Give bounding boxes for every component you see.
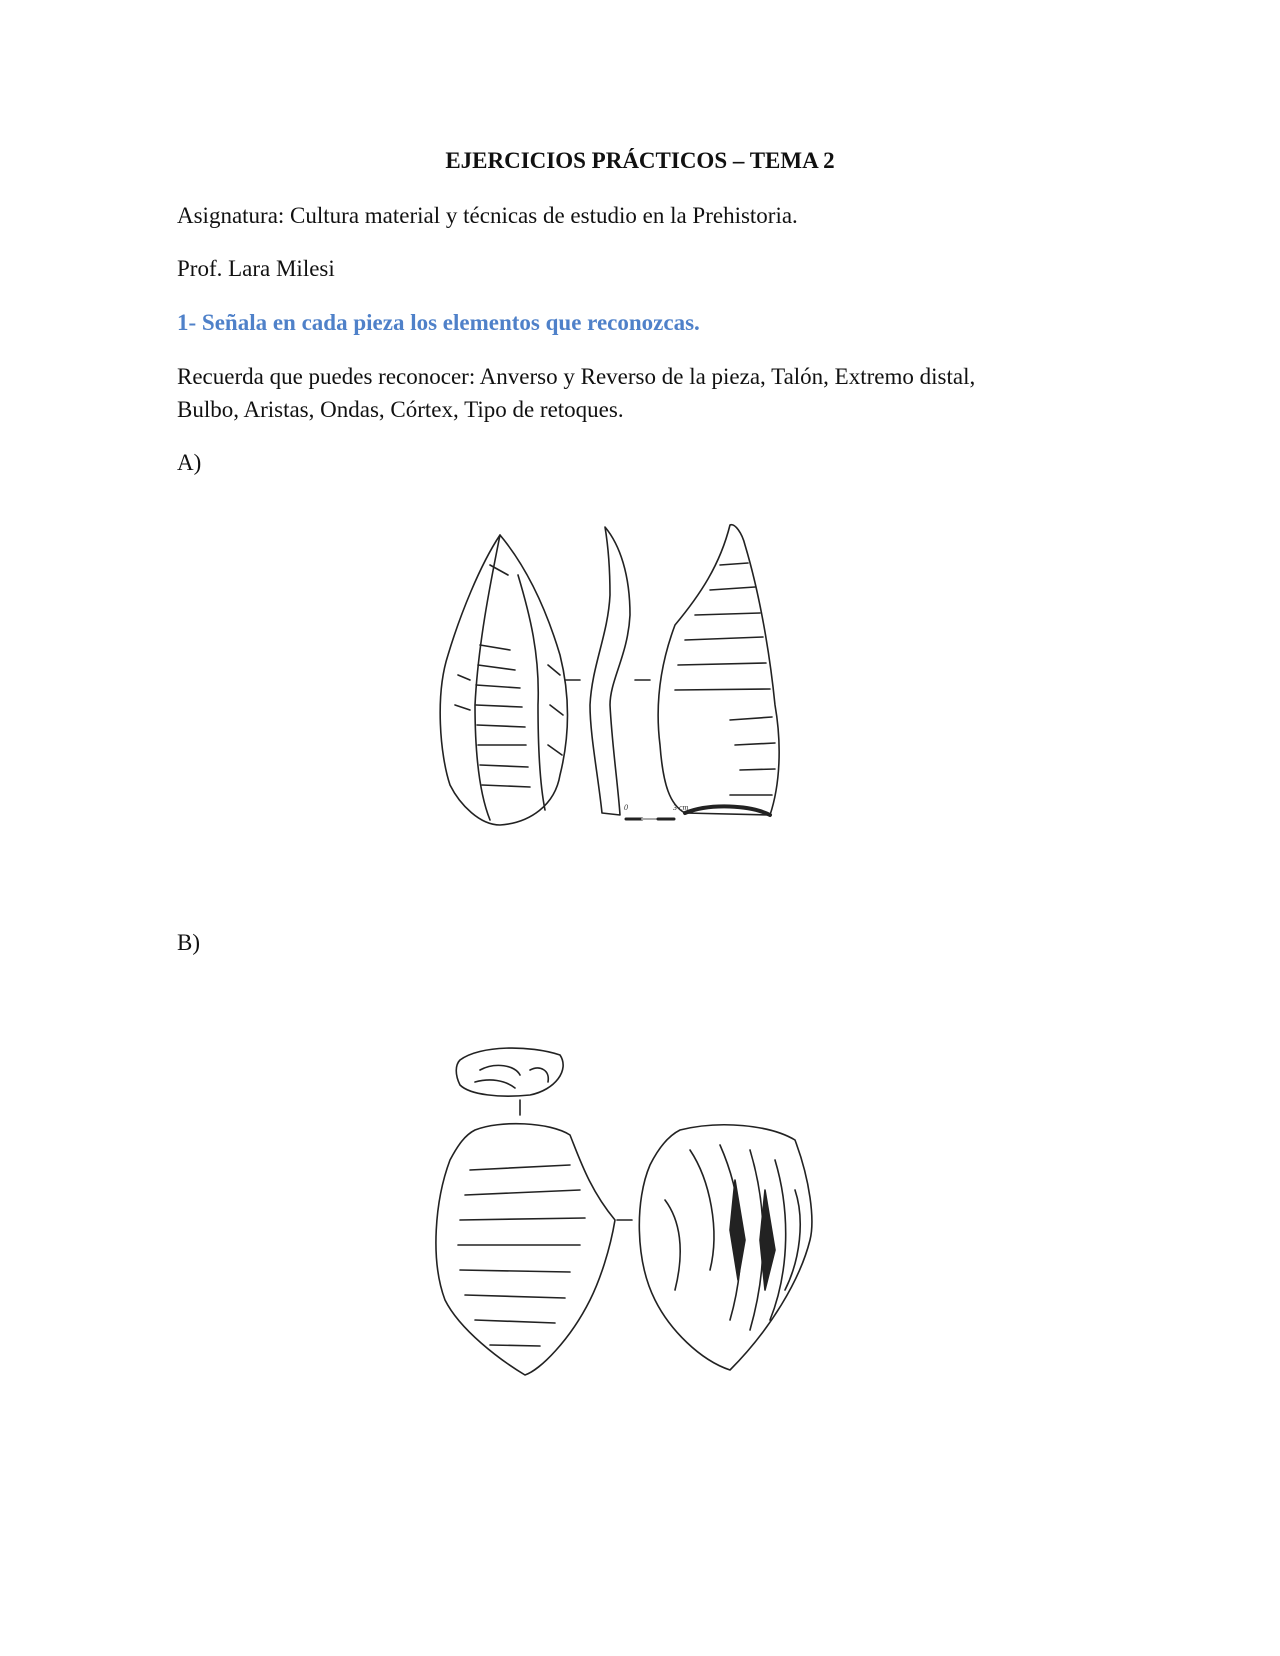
scale-end-label: 3 cm — [673, 803, 689, 812]
instructions-line-2: Bulbo, Aristas, Ondas, Córtex, Tipo de retoques. — [177, 397, 624, 422]
professor-line: Prof. Lara Milesi — [177, 256, 335, 281]
exercise-heading: 1- Señala en cada pieza los elementos que reconozcas. — [177, 310, 700, 335]
figure-a-lithic-tool-drawing — [430, 505, 830, 850]
figure-a-label: A) — [177, 450, 202, 475]
instructions-line-1: Recuerda que puedes reconocer: Anverso y Reverso de la pieza, Talón, Extremo distal, — [177, 364, 976, 389]
subject-line: Asignatura: Cultura material y técnicas de estudio en la Prehistoria. — [177, 203, 798, 228]
figure-b-label: B) — [177, 930, 200, 955]
figure-b-lithic-core-drawing — [420, 1040, 830, 1380]
page-title: EJERCICIOS PRÁCTICOS – TEMA 2 — [445, 148, 835, 173]
scale-start-label: 0 — [624, 803, 628, 812]
